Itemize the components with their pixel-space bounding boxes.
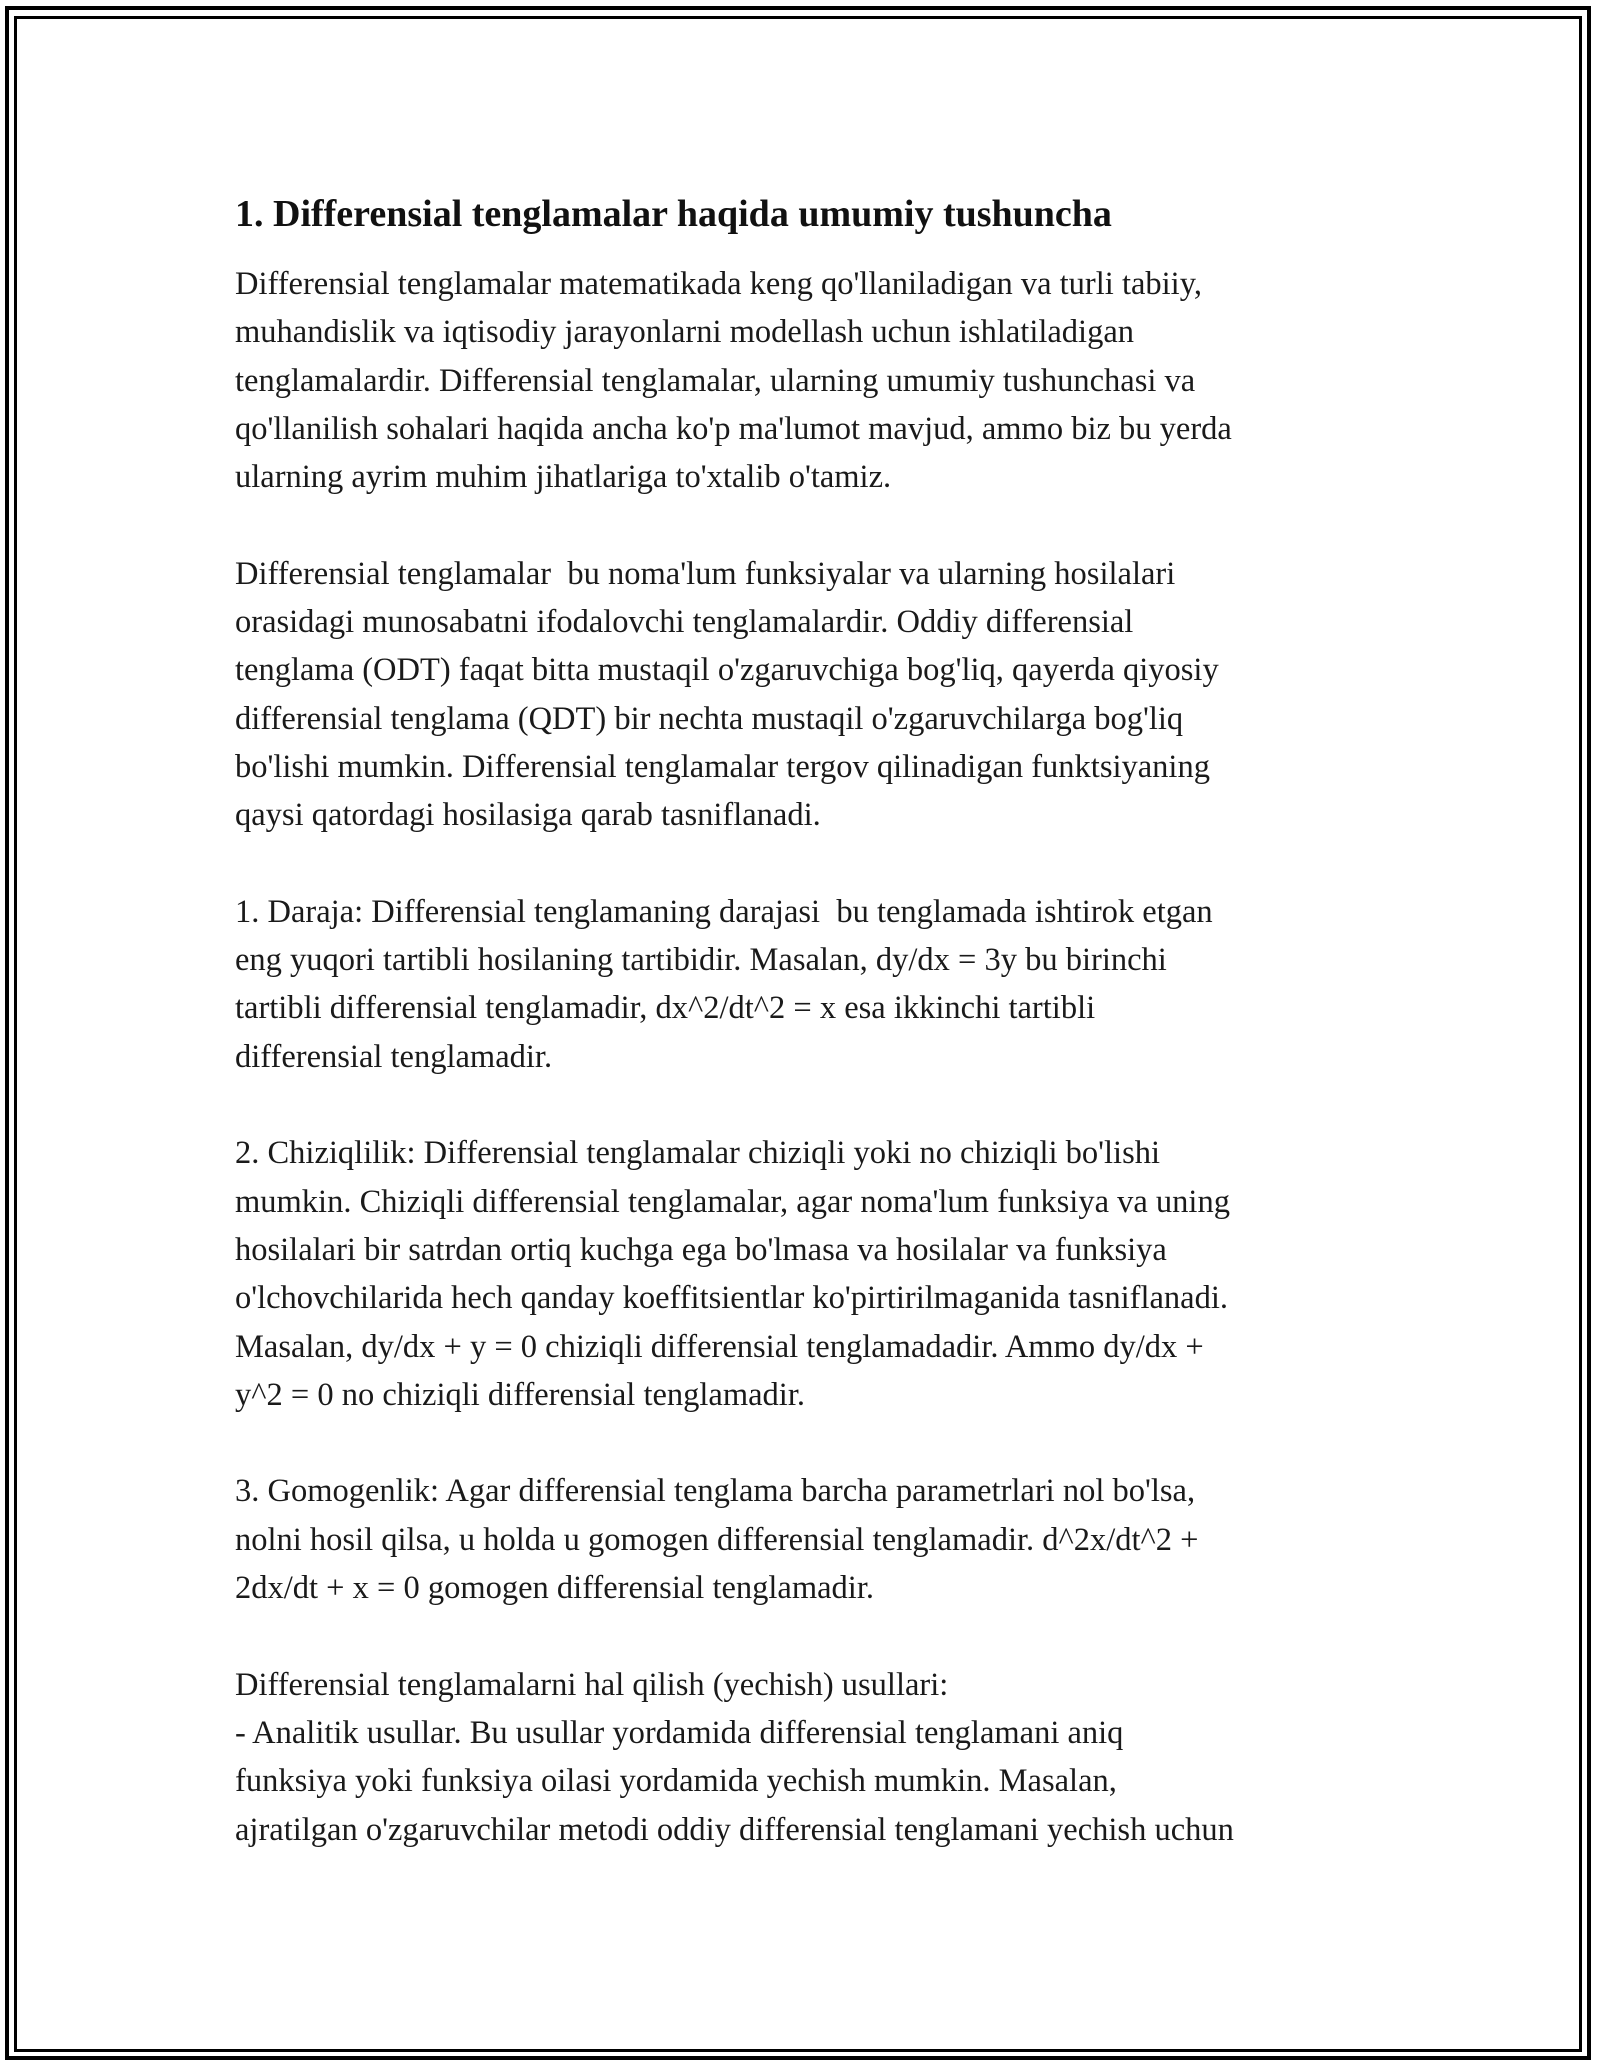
text-line: differensial tenglamadir. (235, 1038, 553, 1075)
paragraph-degree (235, 888, 1375, 1081)
section-title: 1. Differensial tenglamalar haqida umumiy tushuncha (235, 193, 1112, 235)
text-line: differensial tenglama (QDT) bir nechta mustaqil o'zgaruvchilarga bog'liq (235, 700, 1184, 737)
text-line: ularning ayrim muhim jihatlariga to'xtalib o'tamiz. (235, 459, 892, 496)
text-line: y^2 = 0 no chiziqli differensial tenglamadir. (235, 1376, 805, 1413)
text-line: ajratilgan o'zgaruvchilar metodi oddiy differensial tenglamani yechish uchun (235, 1811, 1234, 1848)
paragraph-solution-methods (235, 1661, 1375, 1854)
text-line: orasidagi munosabatni ifodalovchi tenglamalardir. Oddiy differensial (235, 604, 1134, 641)
text-line: 2dx/dt + x = 0 gomogen differensial tenglamadir. (235, 1570, 874, 1607)
text-line: 1. Daraja: Differensial tenglamaning darajasi bu tenglamada ishtirok etgan (235, 893, 1213, 930)
text-line: o'lchovchilarida hech qanday koeffitsientlar ko'pirtirilmaganida tasniflanadi. (235, 1280, 1228, 1317)
text-line: eng yuqori tartibli hosilaning tartibidir. Masalan, dy/dx = 3y bu birinchi (235, 942, 1167, 979)
paragraph-linearity (235, 1129, 1375, 1419)
text-line: - Analitik usullar. Bu usullar yordamida differensial tenglamani aniq (235, 1714, 1124, 1751)
text-line: 2. Chiziqlilik: Differensial tenglamalar chiziqli yoki no chiziqli bo'lishi (235, 1135, 1160, 1172)
text-line: Masalan, dy/dx + y = 0 chiziqli differensial tenglamadadir. Ammo dy/dx + (235, 1328, 1204, 1365)
paragraph-intro (235, 260, 1375, 501)
paragraph-homogeneity (235, 1467, 1375, 1612)
text-line: Differensial tenglamalar matematikada keng qo'llaniladigan va turli tabiiy, (235, 266, 1202, 302)
text-line: Differensial tenglamalarni hal qilish (yechish) usullari: (235, 1666, 949, 1703)
text-line: qaysi qatordagi hosilasiga qarab tasniflanadi. (235, 797, 821, 834)
text-line: tartibli differensial tenglamadir, dx^2/dt^2 = x esa ikkinchi tartibli (235, 990, 1096, 1027)
text-line: hosilalari bir satrdan ortiq kuchga ega bo'lmasa va hosilalar va funksiya (235, 1231, 1167, 1268)
text-line: bo'lishi mumkin. Differensial tenglamalar tergov qilinadigan funktsiyaning (235, 748, 1210, 785)
text-line: 3. Gomogenlik: Agar differensial tenglama barcha parametrlari nol bo'lsa, (235, 1473, 1196, 1510)
document-body (235, 186, 1375, 1854)
text-line: funksiya yoki funksiya oilasi yordamida yechish mumkin. Masalan, (235, 1763, 1117, 1800)
text-line: nolni hosil qilsa, u holda u gomogen differensial tenglamadir. d^2x/dt^2 + (235, 1521, 1199, 1558)
text-line: qo'llanilish sohalari haqida ancha ko'p ma'lumot mavjud, ammo biz bu yerda (235, 410, 1232, 447)
text-line: tenglamalardir. Differensial tenglamalar, ularning umumiy tushunchasi va (235, 362, 1196, 399)
paragraph-definition (235, 550, 1375, 840)
text-line: Differensial tenglamalar bu noma'lum funksiyalar va ularning hosilalari (235, 555, 1176, 592)
text-line: tenglama (ODT) faqat bitta mustaqil o'zgaruvchiga bog'liq, qayerda qiyosiy (235, 652, 1219, 689)
text-line: muhandislik va iqtisodiy jarayonlarni modellash uchun ishlatiladigan (235, 314, 1135, 351)
text-line: mumkin. Chiziqli differensial tenglamalar, agar noma'lum funksiya va uning (235, 1183, 1230, 1220)
